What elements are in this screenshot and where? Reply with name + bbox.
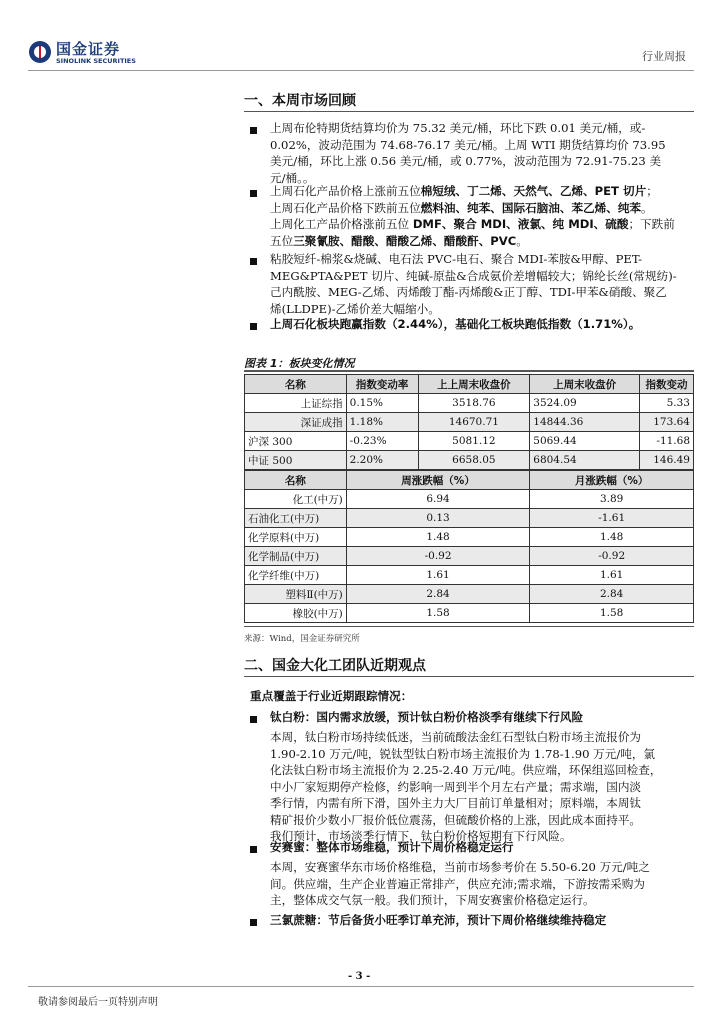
header-cell: 名称 — [245, 375, 347, 394]
table-cell: 146.49 — [640, 451, 694, 470]
header-divider — [28, 70, 694, 71]
section1-underline — [244, 111, 694, 112]
table-cell: 塑料Ⅱ(中万) — [245, 585, 347, 604]
table-cell: 6658.05 — [418, 451, 530, 470]
text-line: 五位三聚氰胺、醋酸、醋酸乙烯、醋酸酐、PVC。 — [270, 233, 528, 248]
text-line: 本周，安赛蜜华东市场价格维稳，当前市场参考价在 5.50-6.20 万元/吨之 — [270, 860, 650, 874]
section2-title: 二、国金大化工团队近期观点 — [244, 658, 426, 674]
text-line: 上周化工产品价格涨前五位 DMF、聚合 MDI、液氯、纯 MDI、硫酸；下跌前 — [270, 217, 675, 231]
table-cell: 化学原料(中万) — [245, 528, 347, 547]
table-header-row — [245, 471, 694, 490]
table-row — [245, 566, 694, 585]
text-line: 上周石化产品价格下跌前五位燃料油、纯苯、国际石脑油、苯乙烯、纯苯。 — [270, 200, 653, 215]
text-line: 间。供应端，生产企业普遍正常排产，供应充沛;需求端，下游按需采购为 — [270, 876, 645, 891]
header-cell: 月涨跌幅（%） — [530, 471, 694, 490]
table-cell: -0.92 — [530, 547, 694, 566]
text-line: MEG&PTA&PET 切片、纯碱-原盐&合成氨价差增幅较大；锦纶长丝(常规纺)- — [270, 268, 677, 283]
text-line: 美元/桶，环比上涨 0.56 美元/桶，或 0.77%，波动范围为 72.91-75.23 美 — [270, 154, 662, 168]
header-cell: 周涨跌幅（%） — [346, 471, 530, 490]
figure-title: 图表 1：板块变化情况 — [244, 357, 355, 370]
sector-table — [244, 470, 694, 623]
text-line: 本周，钛白粉市场持续低迷，当前硫酸法金红石型钛白粉市场主流报价为 — [270, 730, 642, 744]
table-cell: 173.64 — [640, 413, 694, 432]
bullet-icon — [250, 127, 257, 134]
table-cell: 1.48 — [530, 528, 694, 547]
table-cell: 上证综指 — [245, 394, 347, 413]
table-cell: 1.61 — [530, 566, 694, 585]
section2-intro: 重点覆盖于行业近期跟踪情况： — [250, 689, 413, 703]
header-cell: 上上周末收盘价 — [418, 375, 530, 394]
table-cell: 1.61 — [346, 566, 530, 585]
table-row — [245, 490, 694, 509]
table-cell: 0.13 — [346, 509, 530, 528]
bullet-icon — [250, 919, 257, 926]
table-cell: 5.33 — [640, 394, 694, 413]
table-row — [245, 451, 694, 470]
text-line: 季行情，内需有所下滑，国外主力大厂目前订单量相对；原料端，本周钛 — [270, 796, 642, 810]
table-cell: 1.48 — [346, 528, 530, 547]
table-header-row — [245, 375, 694, 394]
text-line: 元/桶。。 — [270, 170, 315, 185]
paragraph-titanium — [270, 729, 700, 845]
page-number: - 3 - — [348, 971, 371, 982]
table-row — [245, 509, 694, 528]
header-cell: 上周末收盘价 — [530, 375, 640, 394]
table-cell: 5081.12 — [418, 432, 530, 451]
paragraph-product-prices — [270, 183, 700, 249]
bullet-icon — [250, 846, 257, 853]
table-cell: 2.84 — [346, 585, 530, 604]
table-cell: 石油化工(中万) — [245, 509, 347, 528]
table-cell: 1.58 — [530, 604, 694, 623]
table-cell: 2.84 — [530, 585, 694, 604]
item-heading-titanium: 钛白粉：国内需求放缓，预计钛白粉价格淡季有继续下行风险 — [270, 710, 584, 724]
bullet-icon — [250, 190, 257, 197]
table-cell: 14670.71 — [418, 413, 530, 432]
disclaimer-note: 敬请参阅最后一页特别声明 — [38, 997, 158, 1008]
text-line: 1.90-2.10 万元/吨，锐钛型钛白粉市场主流报价为 1.78-1.90 万元/吨，氯 — [270, 746, 656, 761]
table-row — [245, 432, 694, 451]
table-cell: 化工(中万) — [245, 490, 347, 509]
text-line: 己内酰胺、MEG-乙烯、丙烯酸丁酯-丙烯酸&正丁醇、TDI-甲苯&硝酸、聚乙 — [270, 285, 667, 299]
table-cell: 3.89 — [530, 490, 694, 509]
table-cell: -11.68 — [640, 432, 694, 451]
company-logo — [28, 38, 138, 72]
item-heading-sucralose: 三氯蔗糖：节后备货小旺季订单充沛，预计下周价格继续维持稳定 — [270, 913, 607, 927]
table-row — [245, 394, 694, 413]
table-cell: 1.18% — [346, 413, 418, 432]
header-cell: 指数变动率 — [346, 375, 418, 394]
table-cell: 深证成指 — [245, 413, 347, 432]
paragraph-sector-index: 上周石化板块跑赢指数（2.44%），基础化工板块跑低指数（1.71%）。 — [270, 317, 641, 331]
table-cell: 6.94 — [346, 490, 530, 509]
paragraph-oil-price — [270, 120, 700, 186]
logo-mark-icon — [28, 40, 52, 64]
figure-title-rule — [244, 370, 694, 372]
paragraph-acesulfame — [270, 859, 700, 909]
table-cell: -0.23% — [346, 432, 418, 451]
table-row — [245, 585, 694, 604]
report-type: 行业周报 — [642, 50, 686, 63]
source-rule — [244, 626, 694, 627]
table-cell: 3524.09 — [530, 394, 640, 413]
table-cell: -1.61 — [530, 509, 694, 528]
logo-text-en: SINOLINK SECURITIES — [56, 57, 136, 65]
table-cell: 0.15% — [346, 394, 418, 413]
table-cell: 中证 500 — [245, 451, 347, 470]
text-line: 烯(LLDPE)-乙烯价差大幅缩小。 — [270, 301, 440, 316]
bullet-icon — [250, 716, 257, 723]
figure-source: 来源：Wind，国金证券研究所 — [244, 634, 360, 644]
section1-title: 一、本周市场回顾 — [244, 93, 356, 109]
table-cell: -0.92 — [346, 547, 530, 566]
table-cell: 沪深 300 — [245, 432, 347, 451]
table-cell: 橡胶(中万) — [245, 604, 347, 623]
logo-text-cn: 国金证券 — [56, 40, 121, 58]
table-cell: 6804.54 — [530, 451, 640, 470]
text-line: 我们预计，市场淡季行情下，钛白粉价格短期有下行风险。 — [270, 829, 572, 843]
table-row — [245, 547, 694, 566]
header-cell: 名称 — [245, 471, 347, 490]
bullet-icon — [250, 323, 257, 330]
table-cell: 2.20% — [346, 451, 418, 470]
index-table — [244, 374, 694, 470]
text-line: 精矿报价少数小厂报价低位震荡，但硫酸价格的上涨，因此成本面持平。 — [270, 812, 642, 827]
text-line: 上周石化产品价格上涨前五位棉短绒、丁二烯、天然气、乙烯、PET 切片； — [270, 184, 658, 198]
table-cell: 14844.36 — [530, 413, 640, 432]
table-row — [245, 413, 694, 432]
text-line: 上周布伦特期货结算均价为 75.32 美元/桶，环比下跌 0.01 美元/桶，或- — [270, 121, 646, 135]
text-line: 粘胶短纤-棉浆&烧碱、电石法 PVC-电石、聚合 MDI-苯胺&甲醇、PET- — [270, 252, 643, 266]
table-cell: 1.58 — [346, 604, 530, 623]
text-line: 中小厂家短期停产检修，约影响一周到半个月左右产量；需求端，国内淡 — [270, 779, 642, 794]
footer-divider — [28, 986, 694, 987]
table-cell: 3518.76 — [418, 394, 530, 413]
item-heading-acesulfame: 安赛蜜：整体市场维稳，预计下周价格稳定运行 — [270, 840, 514, 854]
bullet-icon — [250, 258, 257, 265]
header-cell: 指数变动 — [640, 375, 694, 394]
text-line: 主，整体成交气氛一般。我们预计，下周安赛蜜价格稳定运行。 — [270, 893, 595, 907]
text-line: 化法钛白粉市场主流报价为 2.25-2.40 万元/吨。供应端，环保组巡回检查， — [270, 763, 662, 777]
table-row — [245, 604, 694, 623]
table-cell: 化学纤维(中万) — [245, 566, 347, 585]
table-cell: 5069.44 — [530, 432, 640, 451]
section2-underline — [244, 676, 694, 677]
text-line: 0.02%，波动范围为 74.68-76.17 美元/桶。上周 WTI 期货结算均价 73.95 — [270, 137, 666, 152]
paragraph-spreads — [270, 251, 700, 317]
table-row — [245, 528, 694, 547]
table-cell: 化学制品(中万) — [245, 547, 347, 566]
